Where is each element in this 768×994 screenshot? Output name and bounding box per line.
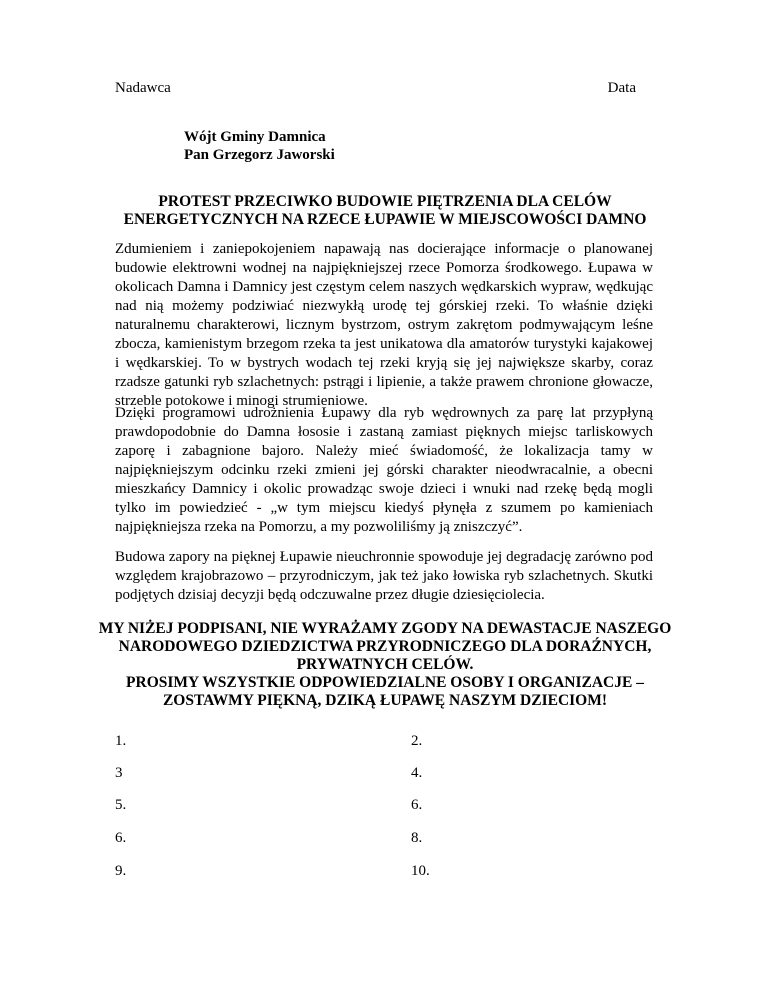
signature-number: 4. (411, 765, 423, 781)
body-paragraph: Dzięki programowi udrożnienia Łupawy dla ryb wędrownych za parę lat przypłyną prawdopodobnie do Damna łososie i zastaną zamiast pięknych miejsc tarliskowych zaporę i zabagnione bajoro. Należy mieć świadomość, że lokalizacja tamy w najpiękniejszym odcinku rzeki zmieni jej górski charakter nieodwracalnie, a obecni mieszkańcy Damnicy i okolic prowadząc swoje dzieci i wnuki nad rzekę będą mogli tylko im powiedzieć - „w tym miejscu kiedyś płynęła z szumem po kamieniach najpiękniejsza rzeka na Pomorzu, a my pozwoliliśmy ją zniszczyć”. (115, 405, 653, 535)
date-label: Data (607, 80, 636, 96)
declaration-statement (60, 620, 710, 710)
signature-number: 6. (411, 797, 423, 813)
declaration-line: ZOSTAWMY PIĘKNĄ, DZIKĄ ŁUPAWĘ NASZYM DZIECIOM! (162, 692, 608, 709)
recipient-block (184, 128, 335, 164)
recipient-office: Wójt Gminy Damnica (184, 129, 326, 145)
signature-number: 10. (411, 863, 430, 879)
signature-number: 9. (115, 863, 127, 879)
document-title (60, 193, 710, 229)
sender-label: Nadawca (115, 80, 171, 96)
signature-number: 8. (411, 830, 423, 846)
declaration-line: PRYWATNYCH CELÓW. (296, 656, 474, 673)
title-line: ENERGETYCZNYCH NA RZECE ŁUPAWIE W MIEJSCOWOŚCI DAMNO (123, 211, 647, 228)
signature-number: 2. (411, 733, 423, 749)
recipient-name: Pan Grzegorz Jaworski (184, 147, 335, 163)
signature-number: 5. (115, 797, 127, 813)
body-paragraph: Budowa zapory na pięknej Łupawie nieuchronnie spowoduje jej degradację zarówno pod względem krajobrazowo – przyrodniczym, jak też jako łowiska ryb szlachetnych. Skutki podjętych dzisiaj decyzji będą odczuwalne przez długie dziesięciolecia. (115, 549, 653, 603)
body-paragraph: Zdumieniem i zaniepokojeniem napawają nas docierające informacje o planowanej budowie elektrowni wodnej na najpiękniejszej rzece Pomorza środkowego. Łupawa w okolicach Damna i Damnicy jest częstym celem naszych wędkarskich wypraw, wędkując nad nią możemy podziwiać niezwykłą urodę tej górskiej rzeki. To właśnie dzięki naturalnemu charakterowi, licznym bystrzom, ostrym zakrętom podmywającym leśne zbocza, kamienistym brzegom rzeka ta jest unikatowa dla amatorów turystyki kajakowej i wędkarskiej. To w bystrych wodach tej rzeki kryją się jej największe skarby, coraz rzadsze gatunki ryb szlachetnych: pstrągi i lipienie, a także prawem chronione głowacze, strzeble potokowe i minogi strumieniowe. (115, 241, 653, 409)
signature-number: 3 (115, 765, 123, 781)
declaration-line: NARODOWEGO DZIEDZICTWA PRZYRODNICZEGO DLA DORAŹNYCH, (118, 638, 652, 655)
signature-number: 1. (115, 733, 127, 749)
declaration-line: MY NIŻEJ PODPISANI, NIE WYRAŻAMY ZGODY NA DEWASTACJE NASZEGO (98, 620, 672, 637)
declaration-line: PROSIMY WSZYSTKIE ODPOWIEDZIALNE OSOBY I ORGANIZACJE – (126, 674, 644, 691)
signature-number: 6. (115, 830, 127, 846)
title-line: PROTEST PRZECIWKO BUDOWIE PIĘTRZENIA DLA CELÓW (158, 193, 612, 210)
